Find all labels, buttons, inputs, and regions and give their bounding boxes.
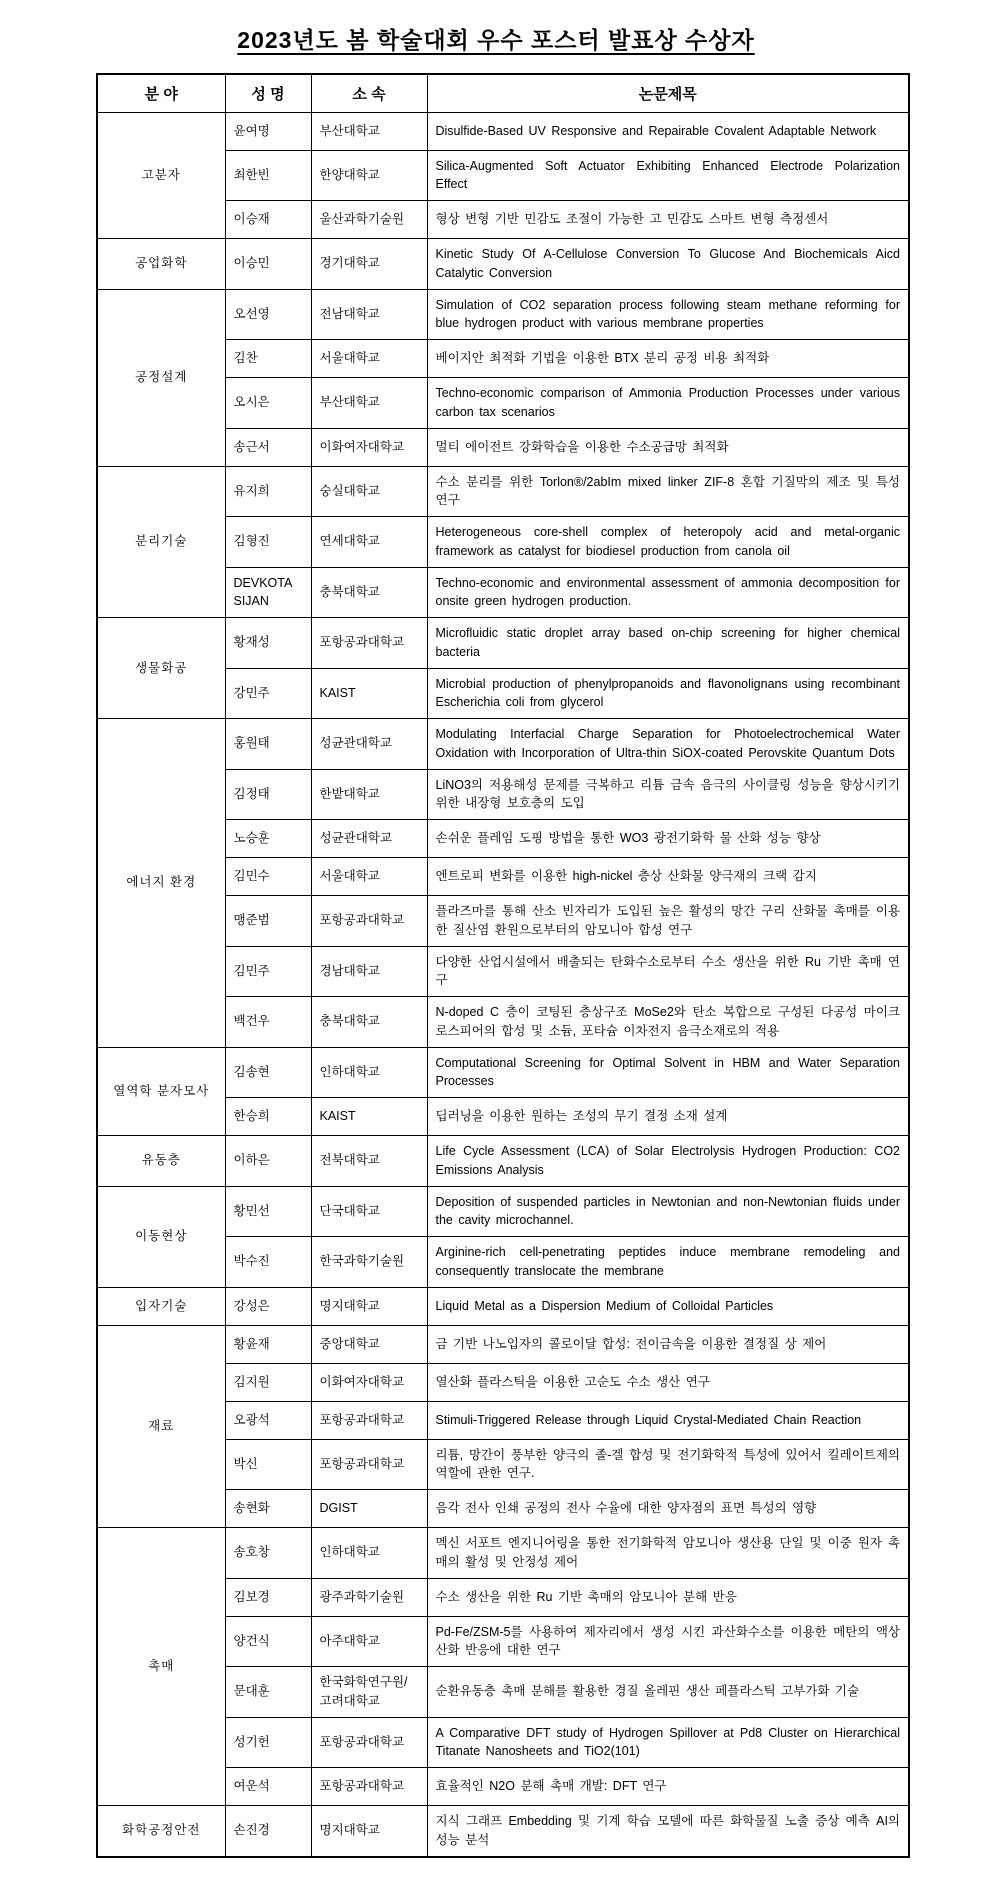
field-cell: 유동층 [97,1136,225,1187]
paper-title-cell: 효율적인 N2O 분해 촉매 개발: DFT 연구 [427,1768,909,1806]
affiliation-cell: 포항공과대학교 [311,1439,427,1490]
affiliation-cell: 부산대학교 [311,112,427,150]
name-cell: 이하은 [225,1136,311,1187]
table-row [97,289,909,340]
affiliation-cell: 충북대학교 [311,997,427,1048]
affiliation-cell: 전남대학교 [311,289,427,340]
affiliation-cell: 포항공과대학교 [311,1717,427,1768]
table-row [97,1528,909,1579]
name-cell: 황민선 [225,1186,311,1237]
field-cell: 공업화학 [97,239,225,290]
name-cell: 김민주 [225,946,311,997]
affiliation-cell: 아주대학교 [311,1616,427,1667]
paper-title-cell: 멕신 서포트 엔지니어링을 통한 전기화학적 암모니아 생산용 단일 및 이중 원자 촉매의 활성 및 안정성 제어 [427,1528,909,1579]
affiliation-cell: 광주과학기술원 [311,1578,427,1616]
paper-title-cell: Simulation of CO2 separation process following steam methane reforming for blue hydrogen product with various membrane properties [427,289,909,340]
name-cell: 김형진 [225,517,311,568]
name-cell: 홍원태 [225,719,311,770]
name-cell: DEVKOTA SIJAN [225,567,311,618]
name-cell: 황재성 [225,618,311,669]
header-row [97,74,909,112]
affiliation-cell: 서울대학교 [311,340,427,378]
table-row [97,1136,909,1187]
table-body [97,112,909,1857]
header-cell-field: 분 야 [97,74,225,112]
field-cell: 재료 [97,1325,225,1528]
paper-title-cell: Arginine-rich cell-penetrating peptides induce membrane remodeling and consequently translocate the membrane [427,1237,909,1288]
affiliation-cell: 이화여자대학교 [311,1363,427,1401]
table-row [97,1806,909,1857]
field-cell: 화학공정안전 [97,1806,225,1857]
affiliation-cell: KAIST [311,668,427,719]
table-header [97,74,909,112]
name-cell: 윤여명 [225,112,311,150]
paper-title-cell: Kinetic Study Of A-Cellulose Conversion To Glucose And Biochemicals Aicd Catalytic Conversion [427,239,909,290]
table-row [97,1287,909,1325]
name-cell: 문대훈 [225,1667,311,1718]
paper-title-cell: Pd-Fe/ZSM-5를 사용하여 제자리에서 생성 시킨 과산화수소를 이용한 메탄의 액상산화 반응에 대한 연구 [427,1616,909,1667]
paper-title-cell: 다양한 산업시설에서 배출되는 탄화수소로부터 수소 생산을 위한 Ru 기반 촉매 연구 [427,946,909,997]
affiliation-cell: 포항공과대학교 [311,618,427,669]
name-cell: 강성은 [225,1287,311,1325]
name-cell: 맹준범 [225,896,311,947]
affiliation-cell: 서울대학교 [311,858,427,896]
name-cell: 송현화 [225,1490,311,1528]
field-cell: 이동현상 [97,1186,225,1287]
paper-title-cell: 수소 생산을 위한 Ru 기반 촉매의 암모니아 분해 반응 [427,1578,909,1616]
paper-title-cell: 지식 그래프 Embedding 및 기계 학습 모델에 따른 화학물질 노출 증상 예측 AI의 성능 분석 [427,1806,909,1857]
table-row [97,1325,909,1363]
name-cell: 송호창 [225,1528,311,1579]
name-cell: 여운석 [225,1768,311,1806]
name-cell: 유지희 [225,466,311,517]
page-title [0,22,992,55]
field-cell: 열역학 분자모사 [97,1047,225,1136]
name-cell: 성기헌 [225,1717,311,1768]
affiliation-cell: 성균관대학교 [311,820,427,858]
awards-table [96,73,910,1858]
name-cell: 양건식 [225,1616,311,1667]
affiliation-cell: 한국과학기술원 [311,1237,427,1288]
paper-title-cell: 순환유동층 촉매 분해를 활용한 경질 올레핀 생산 페플라스틱 고부가화 기술 [427,1667,909,1718]
affiliation-cell: 충북대학교 [311,567,427,618]
name-cell: 황윤재 [225,1325,311,1363]
name-cell: 김정태 [225,769,311,820]
name-cell: 최한빈 [225,150,311,201]
affiliation-cell: 단국대학교 [311,1186,427,1237]
field-cell: 고분자 [97,112,225,239]
table-row [97,239,909,290]
affiliation-cell: 성균관대학교 [311,719,427,770]
affiliation-cell: 부산대학교 [311,378,427,429]
paper-title-cell: 딥러닝을 이용한 원하는 조성의 무기 결정 소재 설계 [427,1098,909,1136]
table-row [97,618,909,669]
name-cell: 김지원 [225,1363,311,1401]
table-row [97,1047,909,1098]
name-cell: 손진경 [225,1806,311,1857]
affiliation-cell: 경남대학교 [311,946,427,997]
table-row [97,1186,909,1237]
paper-title-cell: Silica-Augmented Soft Actuator Exhibiting Enhanced Electrode Polarization Effect [427,150,909,201]
paper-title-cell: 열산화 플라스틱을 이용한 고순도 수소 생산 연구 [427,1363,909,1401]
paper-title-cell: Deposition of suspended particles in Newtonian and non-Newtonian fluids under the cavity microchannel. [427,1186,909,1237]
paper-title-cell: Computational Screening for Optimal Solvent in HBM and Water Separation Processes [427,1047,909,1098]
paper-title-cell: 금 기반 나노입자의 콜로이달 합성: 전이금속을 이용한 결정질 상 제어 [427,1325,909,1363]
paper-title-cell: Techno-economic and environmental assessment of ammonia decomposition for onsite green hydrogen production. [427,567,909,618]
affiliation-cell: 인하대학교 [311,1528,427,1579]
affiliation-cell: 한양대학교 [311,150,427,201]
paper-title-cell: Modulating Interfacial Charge Separation for Photoelectrochemical Water Oxidation with Incorporation of Ultra-thin SiOX-coated Perovskite Quantum Dots [427,719,909,770]
name-cell: 오광석 [225,1401,311,1439]
paper-title-cell: 형상 변형 기반 민감도 조절이 가능한 고 민감도 스마트 변형 측정센서 [427,201,909,239]
paper-title-cell: 베이지안 최적화 기법을 이용한 BTX 분리 공정 비용 최적화 [427,340,909,378]
affiliation-cell: 경기대학교 [311,239,427,290]
affiliation-cell: 명지대학교 [311,1287,427,1325]
name-cell: 박신 [225,1439,311,1490]
name-cell: 김민수 [225,858,311,896]
paper-title-cell: 엔트로피 변화를 이용한 high-nickel 층상 산화물 양극재의 크랙 감지 [427,858,909,896]
paper-title-cell: A Comparative DFT study of Hydrogen Spillover at Pd8 Cluster on Hierarchical Titanate Nanosheets and TiO2(101) [427,1717,909,1768]
affiliation-cell: 연세대학교 [311,517,427,568]
table-row [97,466,909,517]
paper-title-cell: Techno-economic comparison of Ammonia Production Processes under various carbon tax scenarios [427,378,909,429]
paper-title-cell: 플라즈마를 통해 산소 빈자리가 도입된 높은 활성의 망간 구리 산화물 촉매를 이용한 질산염 환원으로부터의 암모니아 합성 연구 [427,896,909,947]
name-cell: 송근서 [225,428,311,466]
field-cell: 분리기술 [97,466,225,618]
header-cell-name: 성 명 [225,74,311,112]
affiliation-cell: 포항공과대학교 [311,896,427,947]
name-cell: 김송현 [225,1047,311,1098]
paper-title-cell: LiNO3의 저용해성 문제를 극복하고 리튬 금속 음극의 사이클링 성능을 향상시키기 위한 내장형 보호층의 도입 [427,769,909,820]
header-cell-affiliation: 소 속 [311,74,427,112]
field-cell: 에너지 환경 [97,719,225,1048]
paper-title-cell: 수소 분리를 위한 Torlon®/2abIm mixed linker ZIF-8 혼합 기질막의 제조 및 특성 연구 [427,466,909,517]
name-cell: 오시은 [225,378,311,429]
name-cell: 김보경 [225,1578,311,1616]
affiliation-cell: 명지대학교 [311,1806,427,1857]
paper-title-cell: Heterogeneous core-shell complex of heteropoly acid and metal-organic framework as catalyst for biodiesel production from canola oil [427,517,909,568]
affiliation-cell: 이화여자대학교 [311,428,427,466]
page-title-text: 2023년도 봄 학술대회 우수 포스터 발표상 수상자 [237,27,755,53]
affiliation-cell: 포항공과대학교 [311,1768,427,1806]
affiliation-cell: 전북대학교 [311,1136,427,1187]
paper-title-cell: Microbial production of phenylpropanoids and flavonolignans using recombinant Escherichia coli from glycerol [427,668,909,719]
paper-title-cell: 리튬, 망간이 풍부한 양극의 졸-겔 합성 및 전기화학적 특성에 있어서 킬레이트제의 역할에 관한 연구. [427,1439,909,1490]
field-cell: 공정설계 [97,289,225,466]
paper-title-cell: Disulfide-Based UV Responsive and Repairable Covalent Adaptable Network [427,112,909,150]
affiliation-cell: 숭실대학교 [311,466,427,517]
affiliation-cell: 한국화학연구원/고려대학교 [311,1667,427,1718]
paper-title-cell: 멀티 에이전트 강화학습을 이용한 수소공급망 최적화 [427,428,909,466]
field-cell: 생물화공 [97,618,225,719]
affiliation-cell: KAIST [311,1098,427,1136]
name-cell: 이승민 [225,239,311,290]
paper-title-cell: 손쉬운 플레임 도핑 방법을 통한 WO3 광전기화학 물 산화 성능 향상 [427,820,909,858]
paper-title-cell: N-doped C 층이 코팅된 층상구조 MoSe2와 탄소 복합으로 구성된 다공성 마이크로스피어의 합성 및 소듐, 포타슘 이차전지 음극소재로의 적용 [427,997,909,1048]
name-cell: 강민주 [225,668,311,719]
name-cell: 박수진 [225,1237,311,1288]
paper-title-cell: Life Cycle Assessment (LCA) of Solar Electrolysis Hydrogen Production: CO2 Emissions Analysis [427,1136,909,1187]
paper-title-cell: Stimuli-Triggered Release through Liquid Crystal-Mediated Chain Reaction [427,1401,909,1439]
paper-title-cell: Liquid Metal as a Dispersion Medium of Colloidal Particles [427,1287,909,1325]
affiliation-cell: 한밭대학교 [311,769,427,820]
name-cell: 오선영 [225,289,311,340]
name-cell: 김찬 [225,340,311,378]
affiliation-cell: 울산과학기술원 [311,201,427,239]
paper-title-cell: Microfluidic static droplet array based on-chip screening for higher chemical bacteria [427,618,909,669]
affiliation-cell: 포항공과대학교 [311,1401,427,1439]
affiliation-cell: 인하대학교 [311,1047,427,1098]
name-cell: 이승재 [225,201,311,239]
name-cell: 백건우 [225,997,311,1048]
name-cell: 노승훈 [225,820,311,858]
affiliation-cell: 중앙대학교 [311,1325,427,1363]
paper-title-cell: 음각 전사 인쇄 공정의 전사 수율에 대한 양자점의 표면 특성의 영향 [427,1490,909,1528]
affiliation-cell: DGIST [311,1490,427,1528]
table-row [97,112,909,150]
header-cell-title: 논문제목 [427,74,909,112]
field-cell: 촉매 [97,1528,225,1806]
field-cell: 입자기술 [97,1287,225,1325]
table-row [97,719,909,770]
name-cell: 한승희 [225,1098,311,1136]
